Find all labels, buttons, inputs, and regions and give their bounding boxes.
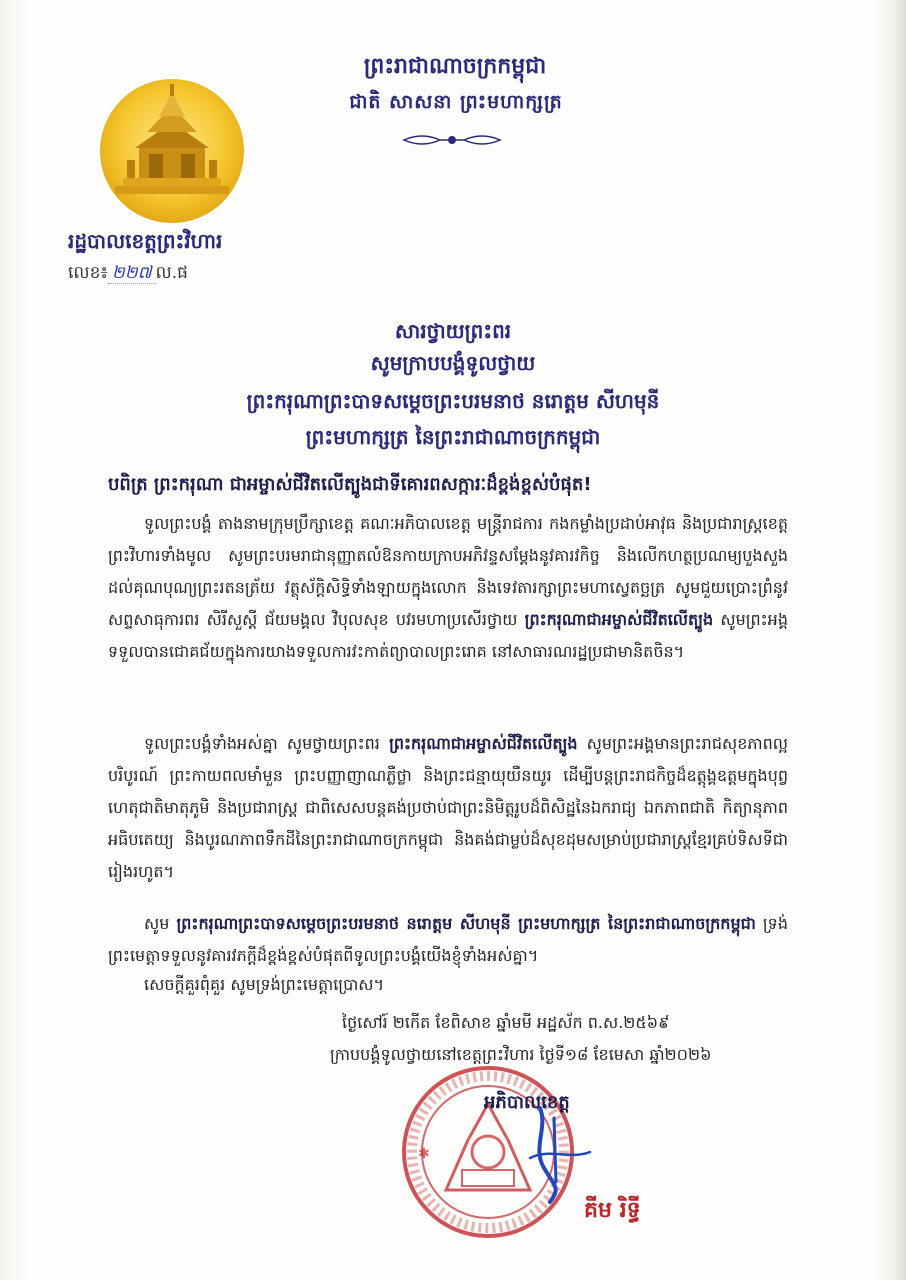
national-motto: ជាតិ សាសនា ព្រះមហាក្សត្រ xyxy=(349,91,563,113)
reference-number xyxy=(68,262,188,287)
reference-prefix: លេខ៖ xyxy=(68,263,108,283)
letter-title: សារថ្វាយព្រះពរ xyxy=(394,319,512,343)
p2-text-c: សូមព្រះអង្គមានព្រះរាជសុខភាពល្អបរិបូរណ៍ ព្រះកាយពលមាំមួន ព្រះបញ្ញាញាណភ្លឺថ្លា និងព្រះជន្មាយុយឺនយូរ ដើម្បីបន្តព្រះរាជកិច្ចដ៏ឧត្តុង្គឧត្តមក្នុងបុព្វហេតុជាតិមាតុភូមិ និងប្រជារាស្ត្រ ជាពិសេសបន្តគង់ប្រថាប់ជាព្រះនិមិត្តរូបដ៏ពិសិដ្ឋនៃឯករាជ្យ ឯកភាពជាតិ កិត្យានុភាព អធិបតេយ្យ និងបូរណភាពទឹកដីនៃព្រះរាជាណាចក្រកម្ពុជា និងគង់ជាម្លប់ដ៏សុខដុមសម្រាប់ប្រជារាស្ត្រខ្មែរគ្រប់ទិសទីជារៀងរហូត។ xyxy=(108,734,788,881)
lunar-date: ថ្ងៃសៅរ៍ ២កើត ខែពិសាខ ឆ្នាំមមី អដ្ឋស័ក ព.ស.២៥៦៩ xyxy=(342,1013,670,1032)
svg-text:✱: ✱ xyxy=(418,1146,430,1162)
addressee-line-2: ព្រះមហាក្សត្រ នៃព្រះរាជាណាចក្រកម្ពុជា xyxy=(305,425,601,449)
reference-suffix: ល.ផ xyxy=(155,263,188,283)
p1-text-c: សូមព្រះអង្គទទួលបានជោគជ័យក្នុងការយាងទទួលការវះកាត់ព្យាបាលព្រះរោគ នៅសាធារណរដ្ឋប្រជាមានិតចិន។ xyxy=(108,610,788,661)
handwritten-signature-icon xyxy=(520,1098,610,1212)
p3-text-a: សូម xyxy=(144,914,177,933)
kingdom-heading: ព្រះរាជាណាចក្រកម្ពុជា xyxy=(363,54,547,79)
letter-subtitle: សូមក្រាបបង្គំទូលថ្វាយ xyxy=(370,351,536,375)
addressee-line-1: ព្រះករុណាព្រះបាទសម្តេចព្រះបរមនាថ នរោត្តម សីហមុនី xyxy=(246,389,660,413)
salutation: បពិត្រ ព្រះករុណា ជាអម្ចាស់ជីវិតលើត្បូងជាទីគោរពសក្ការៈដ៏ខ្ពង់ខ្ពស់បំផុត! xyxy=(108,474,592,495)
p3-bold: ព្រះករុណាព្រះបាទសម្តេចព្រះបរមនាថ នរោត្តម សីហមុនី ព្រះមហាក្សត្រ នៃព្រះរាជាណាចក្រកម្ពុជា xyxy=(176,914,756,933)
body-paragraph-1 xyxy=(108,508,788,668)
issuing-authority: រដ្ឋបាលខេត្តព្រះវិហារ xyxy=(68,229,223,253)
governor-name: គីម រិទ្ធី xyxy=(584,1198,641,1223)
p1-text-a: ទូលព្រះបង្គំ តាងនាមក្រុមប្រឹក្សាខេត្ត គណៈអភិបាលខេត្ត មន្ត្រីរាជការ កងកម្លាំងប្រដាប់អាវុធ និងប្រជារាស្ត្រខេត្តព្រះវិហារទាំងមូល សូមព្រះបរមរាជានុញ្ញាតលំឱនកាយក្រាបអភិវន្ទសម្តែងនូវគារវកិច្ច និងលើកហត្ថប្រណម្យបួងសួងដល់គុណបុណ្យព្រះរតនត្រ័យ វត្ថុស័ក្តិសិទ្ធិទាំងឡាយក្នុងលោក និងទេវតារក្សាព្រះមហាស្វេតច្ឆត្រ សូមជួយប្រោះព្រំនូវសព្ទសាធុការពរ សិរីសួស្តី ជ័យមង្គល វិបុលសុខ បវរមហាប្រសើរថ្វាយ xyxy=(108,514,788,629)
reference-handwritten-number: ២២៧ xyxy=(108,263,156,284)
body-paragraph-2 xyxy=(108,728,788,888)
closing-line: សេចក្តីគួរពុំគួរ សូមទ្រង់ព្រះមេត្តាប្រោស។ xyxy=(144,975,385,994)
governor-title: អភិបាលខេត្ត xyxy=(484,1092,570,1113)
p2-bold: ព្រះករុណាជាអម្ចាស់ជីវិតលើត្បូង xyxy=(389,734,578,753)
page-edge-shadow xyxy=(892,0,906,1280)
p1-bold: ព្រះករុណាជាអម្ចាស់ជីវិតលើត្បូង xyxy=(524,610,714,629)
body-paragraph-3 xyxy=(108,908,788,972)
place-and-date: ក្រាបបង្គំទូលថ្វាយនៅខេត្តព្រះវិហារ ថ្ងៃទី១៨ ខែមេសា ឆ្នាំ២០២៦ xyxy=(330,1045,712,1064)
p3-text-c: ទ្រង់ព្រះមេត្តាទទួលនូវគារវភក្តីដ៏ខ្ពង់ខ្ពស់បំផុតពីទូលព្រះបង្គំយើងខ្ញុំទាំងអស់គ្នា។ xyxy=(108,914,788,965)
p2-text-a: ទូលព្រះបង្គំទាំងអស់គ្នា សូមថ្វាយព្រះពរ xyxy=(144,734,390,753)
decorative-divider-icon xyxy=(402,130,502,154)
preah-vihear-emblem-icon xyxy=(97,76,247,230)
